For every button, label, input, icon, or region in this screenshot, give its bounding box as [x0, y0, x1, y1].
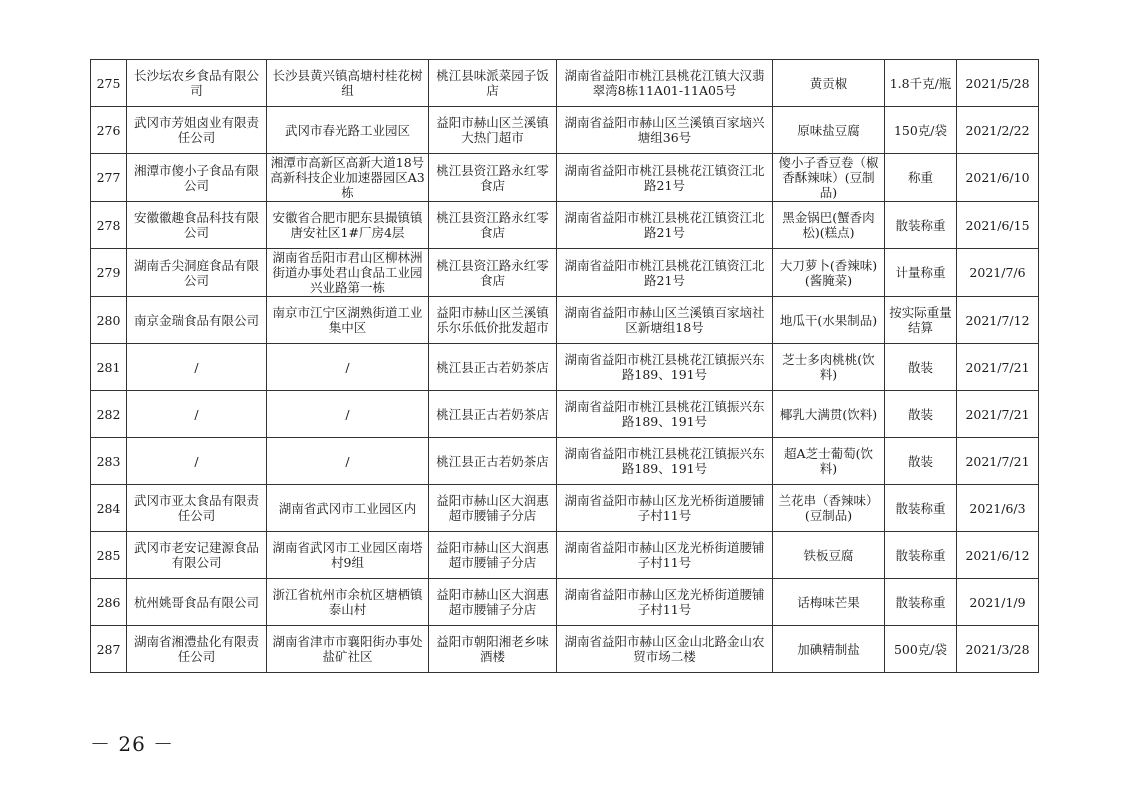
date-cell: 2021/2/22 [957, 107, 1039, 154]
producer-address-cell: 湖南省武冈市工业园区南塔村9组 [267, 532, 429, 579]
row-number-cell: 286 [91, 579, 127, 626]
spec-cell: 150克/袋 [885, 107, 957, 154]
spec-cell: 散装 [885, 391, 957, 438]
seller-name-cell: 桃江县味派菜园子饭店 [429, 60, 557, 107]
producer-address-cell: 湖南省岳阳市君山区柳林洲街道办事处君山食品工业园兴业路第一栋 [267, 249, 429, 297]
producer-name-cell: 湘潭市傻小子食品有限公司 [127, 154, 267, 202]
producer-address-cell: 长沙县黄兴镇高塘村桂花树组 [267, 60, 429, 107]
producer-address-cell: 浙江省杭州市余杭区塘栖镇泰山村 [267, 579, 429, 626]
spec-cell: 1.8千克/瓶 [885, 60, 957, 107]
producer-name-cell: / [127, 391, 267, 438]
seller-address-cell: 湖南省益阳市桃江县桃花江镇资江北路21号 [557, 202, 773, 249]
row-number-cell: 280 [91, 297, 127, 344]
product-name-cell: 话梅味芒果 [773, 579, 885, 626]
table-row [91, 391, 1039, 438]
date-cell: 2021/7/6 [957, 249, 1039, 297]
seller-address-cell: 湖南省益阳市赫山区龙光桥街道腰铺子村11号 [557, 532, 773, 579]
spec-cell: 散装称重 [885, 532, 957, 579]
producer-address-cell: 南京市江宁区湖熟街道工业集中区 [267, 297, 429, 344]
row-number-cell: 278 [91, 202, 127, 249]
spec-cell: 称重 [885, 154, 957, 202]
producer-name-cell: 杭州姚哥食品有限公司 [127, 579, 267, 626]
spec-cell: 按实际重量结算 [885, 297, 957, 344]
table-body [91, 60, 1039, 673]
table-row [91, 626, 1039, 673]
row-number-cell: 279 [91, 249, 127, 297]
table-row [91, 579, 1039, 626]
date-cell: 2021/1/9 [957, 579, 1039, 626]
date-cell: 2021/7/21 [957, 391, 1039, 438]
seller-name-cell: 桃江县资江路永红零食店 [429, 202, 557, 249]
producer-name-cell: / [127, 438, 267, 485]
producer-address-cell: / [267, 391, 429, 438]
producer-name-cell: 武冈市亚太食品有限责任公司 [127, 485, 267, 532]
producer-address-cell: 湖南省津市市襄阳街办事处盐矿社区 [267, 626, 429, 673]
seller-address-cell: 湖南省益阳市桃江县桃花江镇振兴东路189、191号 [557, 391, 773, 438]
table-row [91, 485, 1039, 532]
seller-address-cell: 湖南省益阳市桃江县桃花江镇振兴东路189、191号 [557, 344, 773, 391]
row-number-cell: 285 [91, 532, 127, 579]
producer-name-cell: 长沙坛农乡食品有限公司 [127, 60, 267, 107]
product-name-cell: 兰花串（香辣味）(豆制品) [773, 485, 885, 532]
product-name-cell: 原味盐豆腐 [773, 107, 885, 154]
product-name-cell: 超A芝士葡萄(饮料) [773, 438, 885, 485]
seller-name-cell: 益阳市朝阳湘老乡味酒楼 [429, 626, 557, 673]
row-number-cell: 275 [91, 60, 127, 107]
row-number-cell: 277 [91, 154, 127, 202]
producer-name-cell: 南京金瑞食品有限公司 [127, 297, 267, 344]
seller-address-cell: 湖南省益阳市桃江县桃花江镇振兴东路189、191号 [557, 438, 773, 485]
seller-name-cell: 桃江县正古若奶茶店 [429, 391, 557, 438]
seller-address-cell: 湖南省益阳市桃江县桃花江镇资江北路21号 [557, 154, 773, 202]
table-row [91, 297, 1039, 344]
producer-address-cell: 湘潭市高新区高新大道18号高新科技企业加速器园区A3栋 [267, 154, 429, 202]
row-number-cell: 282 [91, 391, 127, 438]
product-name-cell: 地瓜干(水果制品) [773, 297, 885, 344]
producer-name-cell: 武冈市老安记建源食品有限公司 [127, 532, 267, 579]
date-cell: 2021/5/28 [957, 60, 1039, 107]
seller-name-cell: 桃江县资江路永红零食店 [429, 154, 557, 202]
date-cell: 2021/7/12 [957, 297, 1039, 344]
producer-name-cell: / [127, 344, 267, 391]
spec-cell: 计量称重 [885, 249, 957, 297]
seller-name-cell: 益阳市赫山区兰溪镇大热门超市 [429, 107, 557, 154]
table-row [91, 107, 1039, 154]
product-name-cell: 大刀萝卜(香辣味)(酱腌菜) [773, 249, 885, 297]
seller-address-cell: 湖南省益阳市赫山区金山北路金山农贸市场二楼 [557, 626, 773, 673]
seller-address-cell: 湖南省益阳市赫山区龙光桥街道腰铺子村11号 [557, 579, 773, 626]
date-cell: 2021/7/21 [957, 344, 1039, 391]
producer-name-cell: 湖南省湘澧盐化有限责任公司 [127, 626, 267, 673]
table-row [91, 438, 1039, 485]
seller-name-cell: 益阳市赫山区大润惠超市腰铺子分店 [429, 485, 557, 532]
date-cell: 2021/6/12 [957, 532, 1039, 579]
table-row [91, 249, 1039, 297]
row-number-cell: 281 [91, 344, 127, 391]
seller-address-cell: 湖南省益阳市赫山区兰溪镇百家垴社区新塘组18号 [557, 297, 773, 344]
row-number-cell: 284 [91, 485, 127, 532]
seller-address-cell: 湖南省益阳市桃江县桃花江镇资江北路21号 [557, 249, 773, 297]
seller-name-cell: 桃江县资江路永红零食店 [429, 249, 557, 297]
table-row [91, 60, 1039, 107]
producer-name-cell: 湖南舌尖洞庭食品有限公司 [127, 249, 267, 297]
spec-cell: 散装 [885, 344, 957, 391]
seller-name-cell: 桃江县正古若奶茶店 [429, 438, 557, 485]
page-number: － 26 － [90, 732, 175, 756]
product-name-cell: 加碘精制盐 [773, 626, 885, 673]
product-name-cell: 黑金锅巴(蟹香肉松)(糕点) [773, 202, 885, 249]
producer-address-cell: 武冈市春光路工业园区 [267, 107, 429, 154]
spec-cell: 500克/袋 [885, 626, 957, 673]
food-sampling-table [90, 59, 1039, 673]
product-name-cell: 芝士多肉桃桃(饮料) [773, 344, 885, 391]
product-name-cell: 椰乳大满贯(饮料) [773, 391, 885, 438]
producer-name-cell: 武冈市芳姐卤业有限责任公司 [127, 107, 267, 154]
product-name-cell: 铁板豆腐 [773, 532, 885, 579]
seller-name-cell: 益阳市赫山区大润惠超市腰铺子分店 [429, 532, 557, 579]
row-number-cell: 283 [91, 438, 127, 485]
date-cell: 2021/3/28 [957, 626, 1039, 673]
date-cell: 2021/7/21 [957, 438, 1039, 485]
seller-name-cell: 益阳市赫山区大润惠超市腰铺子分店 [429, 579, 557, 626]
spec-cell: 散装 [885, 438, 957, 485]
product-name-cell: 傻小子香豆卷（椒香酥辣味）(豆制品) [773, 154, 885, 202]
row-number-cell: 276 [91, 107, 127, 154]
producer-name-cell: 安徽徽趣食品科技有限公司 [127, 202, 267, 249]
seller-address-cell: 湖南省益阳市赫山区龙光桥街道腰铺子村11号 [557, 485, 773, 532]
date-cell: 2021/6/3 [957, 485, 1039, 532]
table-row [91, 344, 1039, 391]
seller-address-cell: 湖南省益阳市桃江县桃花江镇大汉翡翠湾8栋11A01-11A05号 [557, 60, 773, 107]
table-row [91, 202, 1039, 249]
row-number-cell: 287 [91, 626, 127, 673]
spec-cell: 散装称重 [885, 202, 957, 249]
seller-name-cell: 益阳市赫山区兰溪镇乐尔乐低价批发超市 [429, 297, 557, 344]
date-cell: 2021/6/10 [957, 154, 1039, 202]
seller-name-cell: 桃江县正古若奶茶店 [429, 344, 557, 391]
date-cell: 2021/6/15 [957, 202, 1039, 249]
product-name-cell: 黄贡椒 [773, 60, 885, 107]
producer-address-cell: / [267, 344, 429, 391]
table-row [91, 532, 1039, 579]
producer-address-cell: 湖南省武冈市工业园区内 [267, 485, 429, 532]
producer-address-cell: / [267, 438, 429, 485]
spec-cell: 散装称重 [885, 579, 957, 626]
table-row [91, 154, 1039, 202]
producer-address-cell: 安徽省合肥市肥东县撮镇镇唐安社区1#厂房4层 [267, 202, 429, 249]
spec-cell: 散装称重 [885, 485, 957, 532]
seller-address-cell: 湖南省益阳市赫山区兰溪镇百家垴兴塘组36号 [557, 107, 773, 154]
